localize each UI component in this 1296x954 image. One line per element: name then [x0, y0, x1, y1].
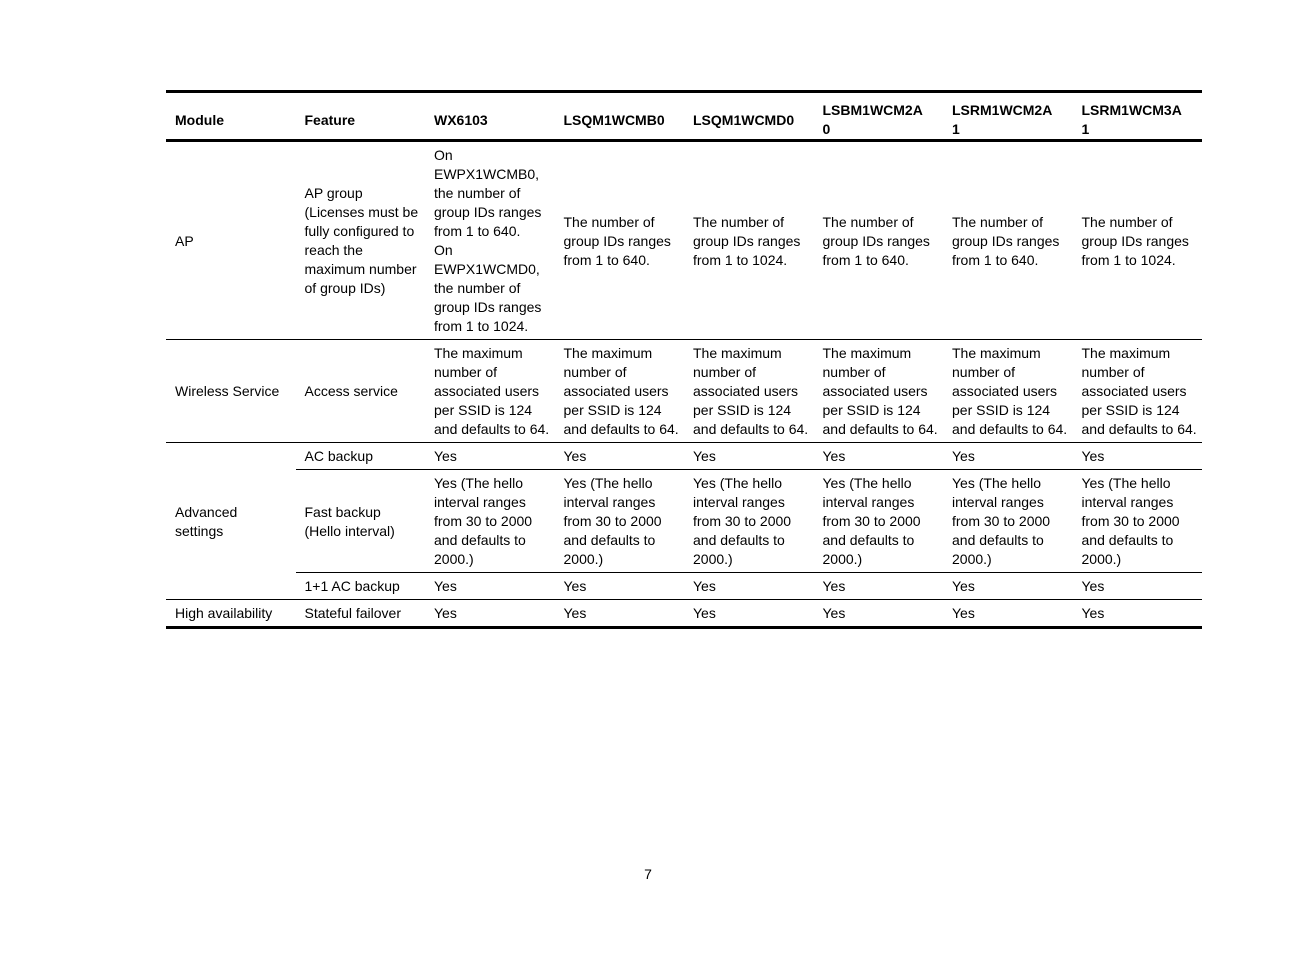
header-lsrm1wcm2a1: LSRM1WCM2A 1: [952, 102, 1053, 137]
value-cell: Yes (The hello interval ranges from 30 to 2000 and defaults to 2000.): [814, 470, 944, 573]
module-cell: High availability: [166, 600, 296, 628]
value-cell: The maximum number of associated users per SSID is 124 and defaults to 64.: [1073, 340, 1203, 443]
value-cell: On EWPX1WCMB0, the number of group IDs ranges from 1 to 640. On EWPX1WCMD0, the number of group IDs ranges from 1 to 1024.: [425, 141, 555, 340]
table-row: [166, 443, 1202, 470]
value-cell: Yes: [425, 600, 555, 628]
table-row: [166, 141, 1202, 340]
value-cell: The number of group IDs ranges from 1 to 640.: [555, 141, 685, 340]
value-cell: Yes (The hello interval ranges from 30 to 2000 and defaults to 2000.): [1073, 470, 1203, 573]
feature-cell: Stateful failover: [296, 600, 426, 628]
table-row: [166, 600, 1202, 628]
value-cell: Yes: [425, 443, 555, 470]
value-cell: The maximum number of associated users per SSID is 124 and defaults to 64.: [814, 340, 944, 443]
header-lsqm1wcmb0: LSQM1WCMB0: [563, 111, 665, 128]
value-cell: The number of group IDs ranges from 1 to 640.: [943, 141, 1073, 340]
value-cell: Yes: [684, 600, 814, 628]
module-cell: AP: [166, 141, 296, 340]
value-cell: Yes (The hello interval ranges from 30 to 2000 and defaults to 2000.): [684, 470, 814, 573]
header-module: Module: [175, 111, 224, 128]
feature-cell: Access service: [296, 340, 426, 443]
value-cell: Yes (The hello interval ranges from 30 to 2000 and defaults to 2000.): [425, 470, 555, 573]
feature-cell: AC backup: [296, 443, 426, 470]
value-cell: The maximum number of associated users per SSID is 124 and defaults to 64.: [943, 340, 1073, 443]
value-cell: The number of group IDs ranges from 1 to 1024.: [684, 141, 814, 340]
value-cell: Yes (The hello interval ranges from 30 to 2000 and defaults to 2000.): [555, 470, 685, 573]
value-cell: The maximum number of associated users per SSID is 124 and defaults to 64.: [425, 340, 555, 443]
feature-cell: 1+1 AC backup: [296, 573, 426, 600]
header-row: [166, 92, 1202, 141]
value-cell: Yes: [555, 600, 685, 628]
feature-cell: Fast backup (Hello interval): [296, 470, 426, 573]
table-header: [166, 92, 1202, 141]
value-cell: Yes (The hello interval ranges from 30 to 2000 and defaults to 2000.): [943, 470, 1073, 573]
feature-cell: AP group (Licenses must be fully configured to reach the maximum number of group IDs): [296, 141, 426, 340]
header-feature: Feature: [304, 111, 356, 128]
page-number: 7: [644, 866, 652, 882]
value-cell: The number of group IDs ranges from 1 to 640.: [814, 141, 944, 340]
value-cell: Yes: [814, 600, 944, 628]
value-cell: Yes: [555, 573, 685, 600]
header-lsrm1wcm3a1: LSRM1WCM3A 1: [1081, 102, 1182, 137]
value-cell: Yes: [943, 443, 1073, 470]
value-cell: Yes: [555, 443, 685, 470]
table-row: [166, 340, 1202, 443]
value-cell: The maximum number of associated users per SSID is 124 and defaults to 64.: [555, 340, 685, 443]
table-row: [166, 573, 1202, 600]
value-cell: Yes: [943, 573, 1073, 600]
value-cell: Yes: [1073, 600, 1203, 628]
value-cell: Yes: [814, 443, 944, 470]
header-lsqm1wcmd0: LSQM1WCMD0: [693, 111, 795, 128]
table-body: [166, 141, 1202, 628]
module-cell: Wireless Service: [166, 340, 296, 443]
value-cell: Yes: [684, 573, 814, 600]
spec-table: [166, 90, 1202, 629]
value-cell: Yes: [425, 573, 555, 600]
value-cell: The number of group IDs ranges from 1 to 1024.: [1073, 141, 1203, 340]
value-cell: Yes: [814, 573, 944, 600]
value-cell: Yes: [1073, 443, 1203, 470]
header-wx6103: WX6103: [434, 111, 488, 128]
module-cell: Advanced settings: [166, 443, 296, 600]
table-row: [166, 470, 1202, 573]
value-cell: Yes: [943, 600, 1073, 628]
value-cell: The maximum number of associated users per SSID is 124 and defaults to 64.: [684, 340, 814, 443]
value-cell: Yes: [1073, 573, 1203, 600]
value-cell: Yes: [684, 443, 814, 470]
header-lsbm1wcm2a0: LSBM1WCM2A 0: [822, 102, 923, 137]
